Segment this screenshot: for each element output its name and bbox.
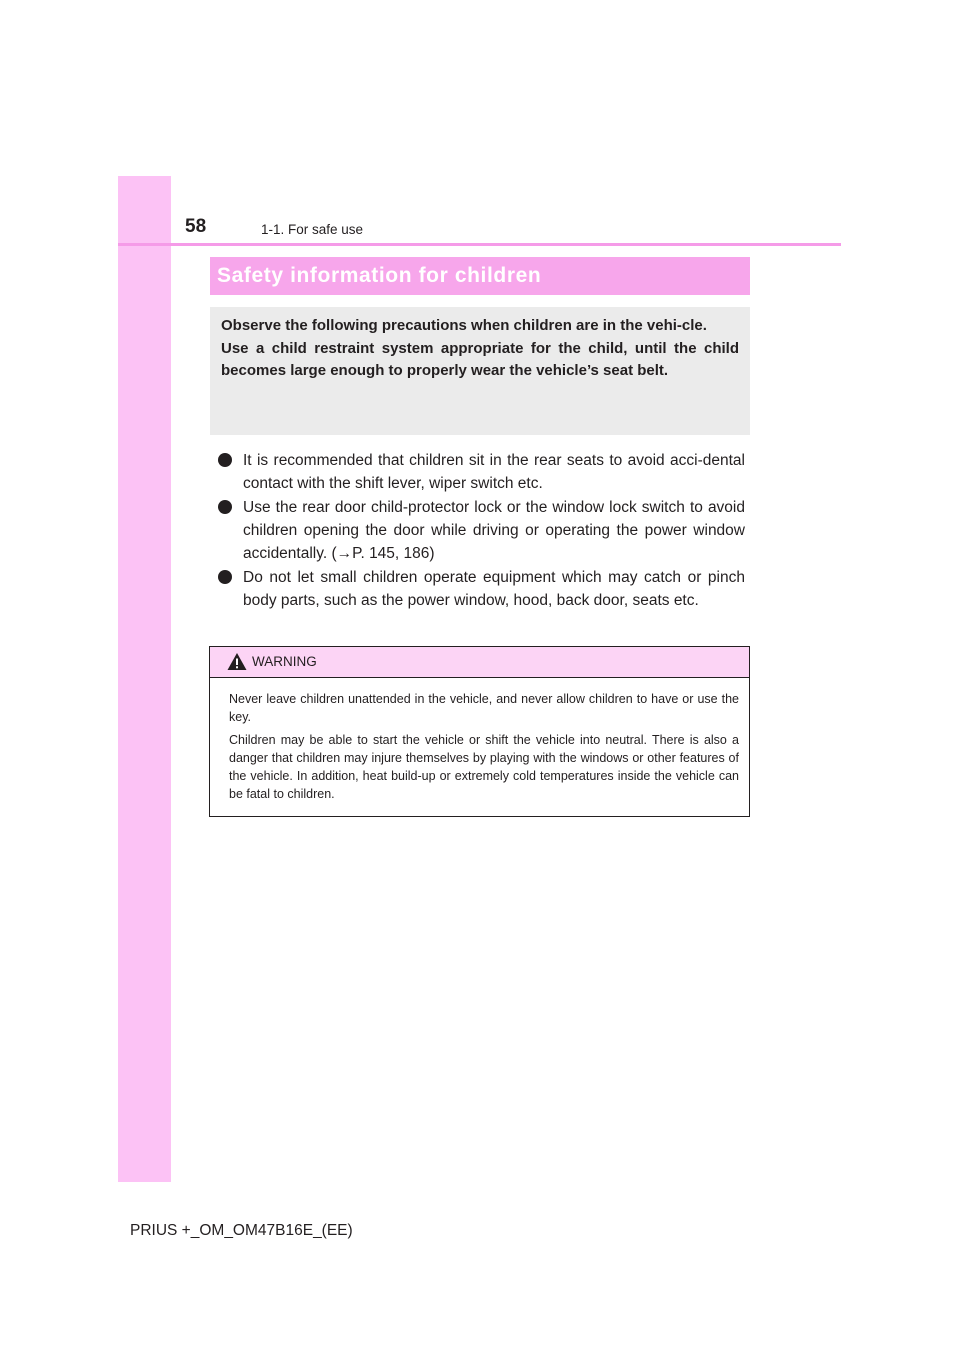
intro-paragraph: Use a child restraint system appropriate for the child, until the child becomes large enough to properly wear the vehicle’s seat belt. bbox=[221, 339, 739, 380]
bullet-icon bbox=[218, 453, 232, 467]
page-number: 58 bbox=[185, 216, 207, 237]
list-item-text: It is recommended that children sit in the rear seats to avoid acci-dental contact with the shift lever, wiper switch etc. bbox=[243, 452, 745, 492]
list-item bbox=[210, 496, 745, 565]
page-title: Safety information for children bbox=[217, 264, 542, 287]
warning-body bbox=[210, 678, 749, 803]
title-bar bbox=[210, 257, 750, 295]
bullet-icon bbox=[218, 500, 232, 514]
list-item-text: Do not let small children operate equipment which may catch or pinch body parts, such as the power window, hood, back door, seats etc. bbox=[243, 569, 745, 609]
list-item bbox=[210, 449, 745, 495]
intro-paragraph: Observe the following precautions when children are in the vehi-cle. bbox=[221, 317, 707, 334]
warning-box bbox=[209, 646, 750, 817]
warning-label: WARNING bbox=[252, 654, 317, 669]
header-rule bbox=[118, 243, 841, 246]
warning-paragraph: Never leave children unattended in the vehicle, and never allow children to have or use the key. bbox=[229, 692, 739, 724]
precaution-list bbox=[210, 449, 745, 613]
intro-box bbox=[210, 307, 750, 435]
list-item-text: Use the rear door child-protector lock or the window lock switch to avoid children opening the door while driving or operating the power window accidentally. (→P. 145, 186) bbox=[243, 499, 745, 562]
warning-triangle-icon bbox=[227, 652, 247, 671]
list-item bbox=[210, 566, 745, 612]
document-code: PRIUS +_OM_OM47B16E_(EE) bbox=[130, 1222, 353, 1239]
section-label: 1-1. For safe use bbox=[261, 222, 364, 237]
bullet-icon bbox=[218, 570, 232, 584]
warning-paragraph: Children may be able to start the vehicle or shift the vehicle into neutral. There is also a danger that children may injure themselves by playing with the windows or other features of the vehicle. In addition, heat build-up or extremely cold temperatures inside the vehicle can be fatal to children. bbox=[229, 733, 739, 801]
side-tab-band bbox=[118, 176, 171, 1182]
warning-header bbox=[210, 647, 749, 678]
